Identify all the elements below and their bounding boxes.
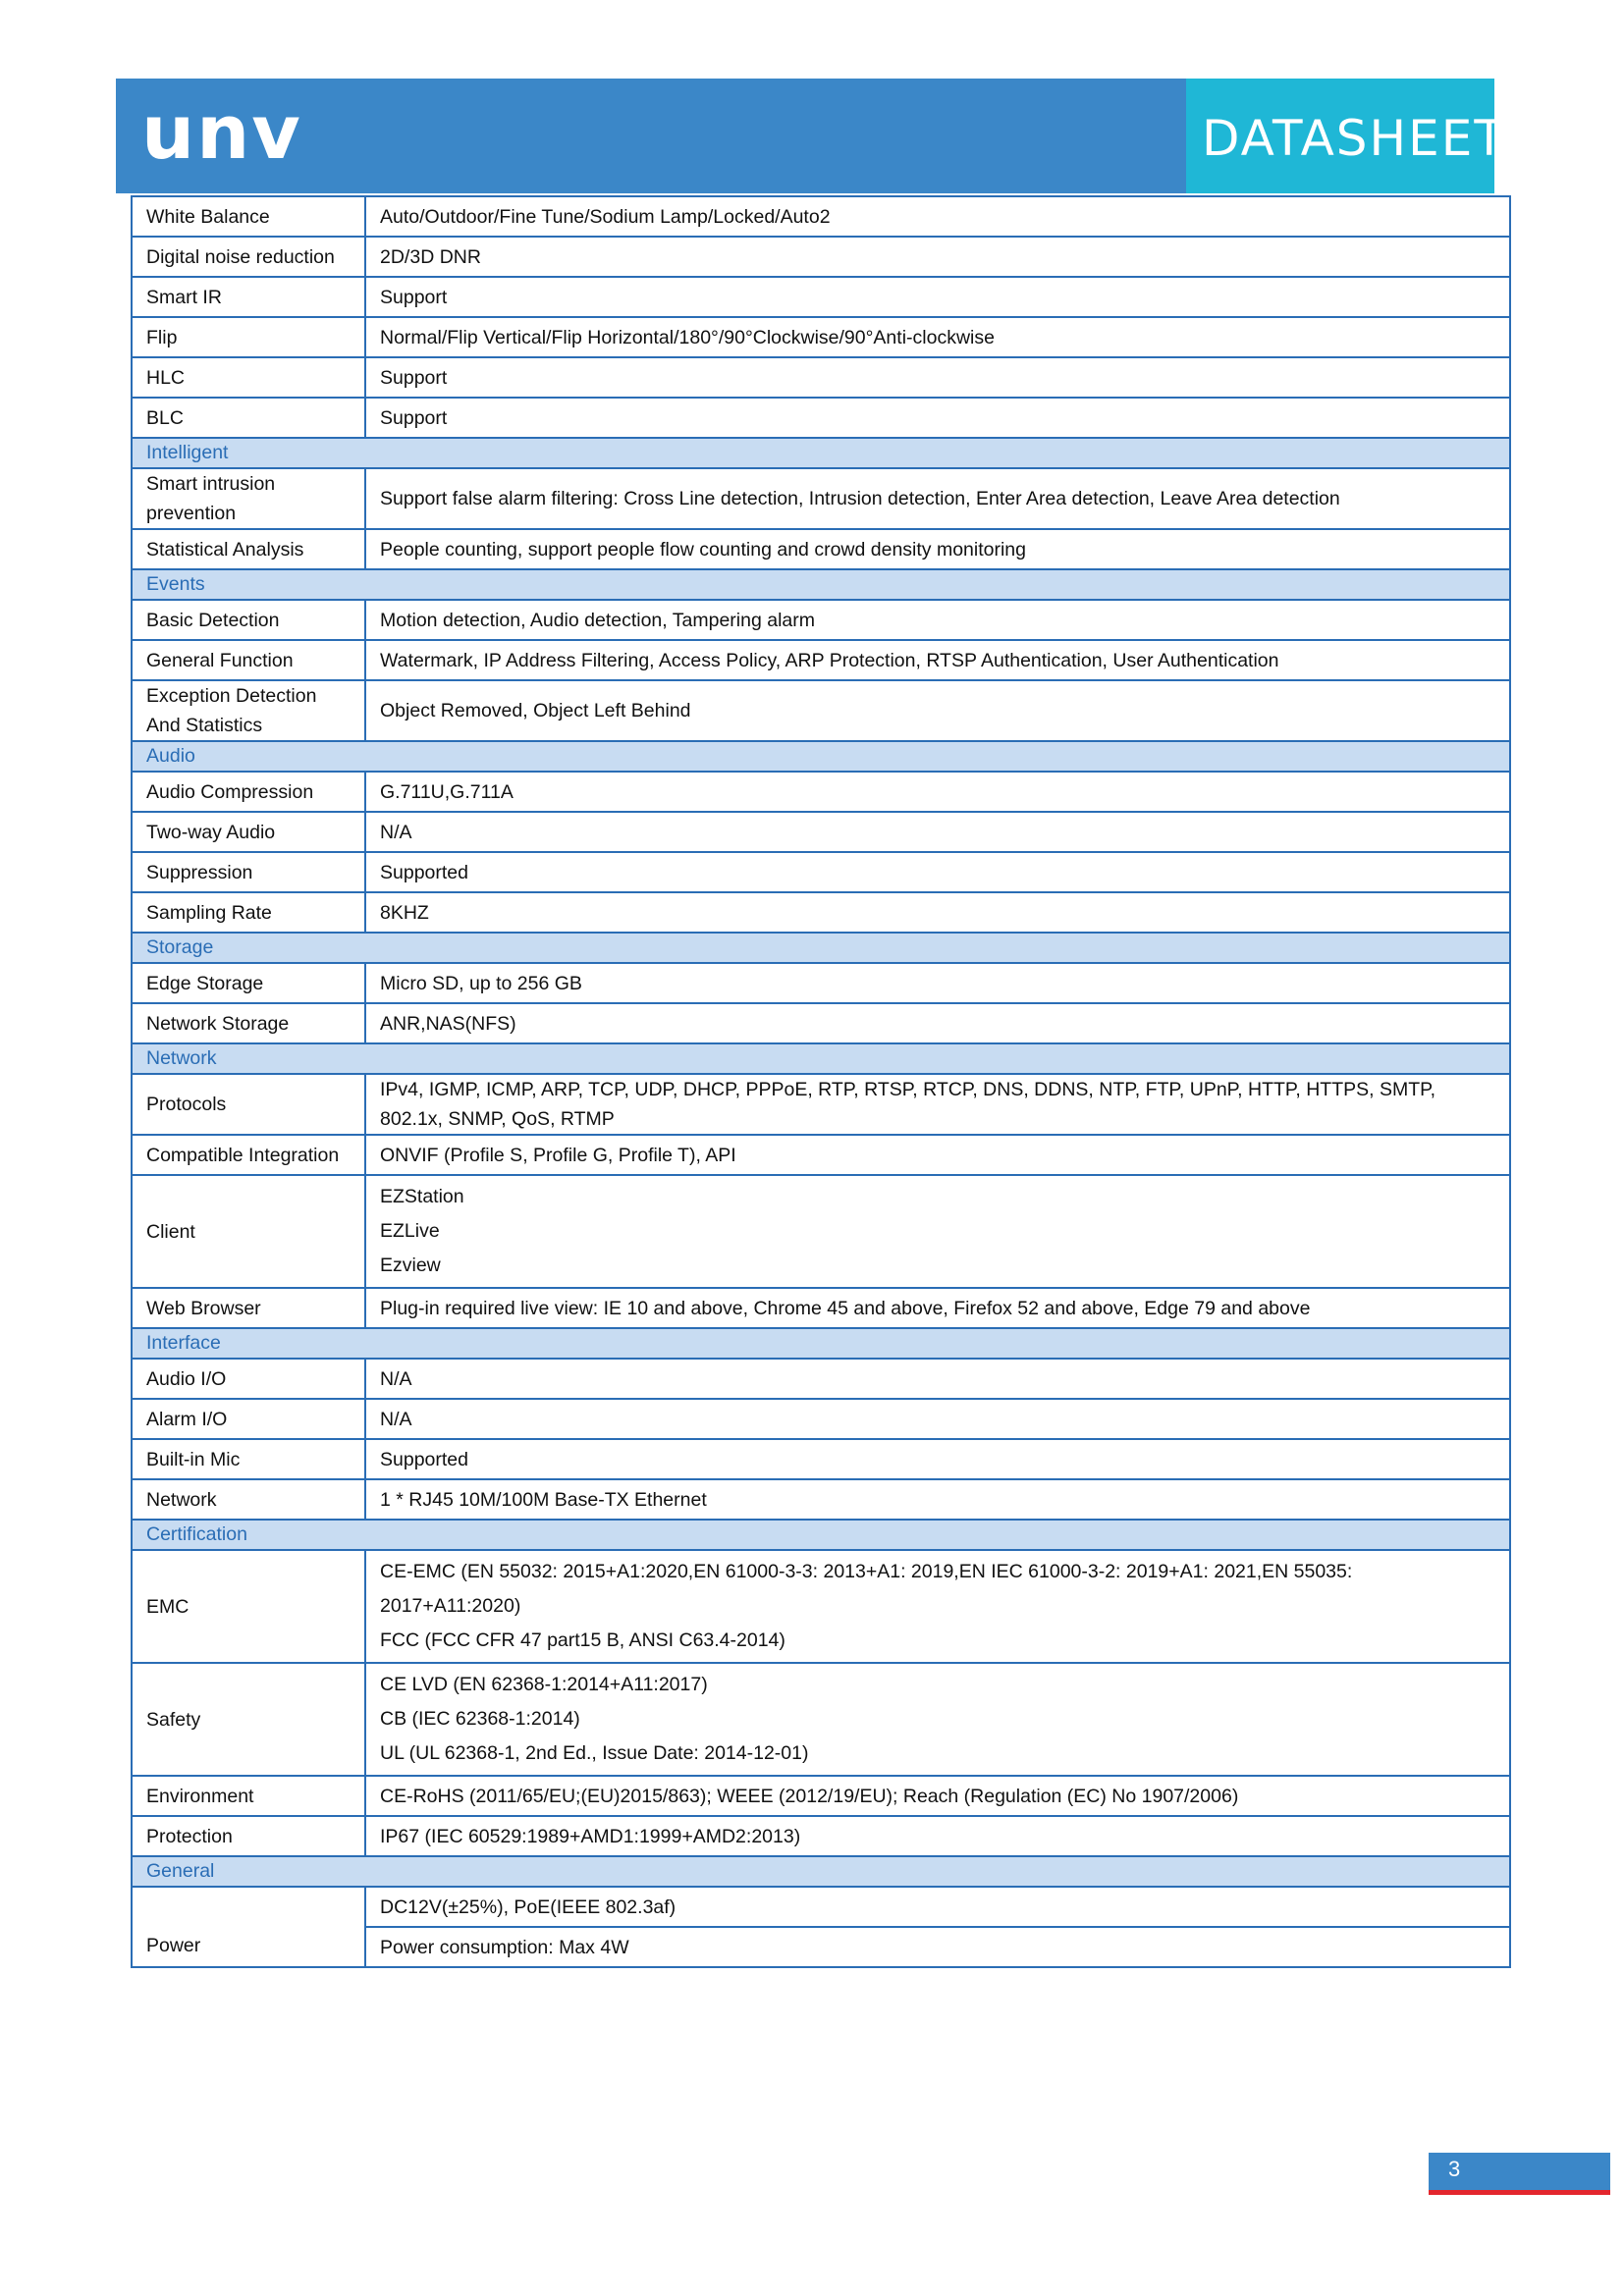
spec-label: Sampling Rate <box>132 892 365 933</box>
spec-value: Support <box>365 277 1510 317</box>
spec-value: Plug-in required live view: IE 10 and above, Chrome 45 and above, Firefox 52 and above, Edge 79 and above <box>365 1288 1510 1328</box>
spec-value: ONVIF (Profile S, Profile G, Profile T), API <box>365 1135 1510 1175</box>
table-row <box>132 1003 1510 1043</box>
spec-label: HLC <box>132 357 365 398</box>
spec-value-line: Ezview <box>380 1255 441 1276</box>
table-row <box>132 1399 1510 1439</box>
datasheet-title: DATASHEET <box>1202 110 1506 167</box>
spec-label: White Balance <box>132 196 365 237</box>
spec-label: Safety <box>132 1663 365 1776</box>
spec-value: G.711U,G.711A <box>365 772 1510 812</box>
section-title: General <box>132 1856 1510 1887</box>
spec-value: Supported <box>365 852 1510 892</box>
spec-label: Two-way Audio <box>132 812 365 852</box>
table-row <box>132 963 1510 1003</box>
spec-label: Audio I/O <box>132 1359 365 1399</box>
spec-label: Statistical Analysis <box>132 529 365 569</box>
table-row <box>132 892 1510 933</box>
spec-value: Auto/Outdoor/Fine Tune/Sodium Lamp/Locked/Auto2 <box>365 196 1510 237</box>
section-header <box>132 1856 1510 1887</box>
section-title: Events <box>132 569 1510 600</box>
table-row <box>132 398 1510 438</box>
table-row <box>132 196 1510 237</box>
spec-value: Object Removed, Object Left Behind <box>365 680 1510 741</box>
table-row <box>132 1550 1510 1663</box>
spec-value: N/A <box>365 1399 1510 1439</box>
table-row <box>132 317 1510 357</box>
spec-label: Alarm I/O <box>132 1399 365 1439</box>
spec-label: Flip <box>132 317 365 357</box>
spec-label: BLC <box>132 398 365 438</box>
spec-value-line: CB (IEC 62368-1:2014) <box>380 1708 580 1730</box>
page-number-underline <box>1429 2190 1610 2195</box>
section-header <box>132 741 1510 772</box>
spec-table <box>131 195 1511 1968</box>
spec-label: Environment <box>132 1776 365 1816</box>
table-row <box>132 640 1510 680</box>
spec-label: General Function <box>132 640 365 680</box>
spec-label: Client <box>132 1175 365 1288</box>
spec-value <box>365 1550 1510 1663</box>
spec-label: Smart intrusion prevention <box>132 468 365 529</box>
table-row <box>132 1776 1510 1816</box>
spec-value-line: FCC (FCC CFR 47 part15 B, ANSI C63.4-2014) <box>380 1629 785 1651</box>
spec-label: Protection <box>132 1816 365 1856</box>
section-title: Certification <box>132 1520 1510 1550</box>
spec-value: Normal/Flip Vertical/Flip Horizontal/180°/90°Clockwise/90°Anti-clockwise <box>365 317 1510 357</box>
table-row <box>132 277 1510 317</box>
spec-label: Built-in Mic <box>132 1439 365 1479</box>
spec-label: Network <box>132 1479 365 1520</box>
table-row <box>132 1288 1510 1328</box>
spec-value: 1 * RJ45 10M/100M Base-TX Ethernet <box>365 1479 1510 1520</box>
table-row <box>132 852 1510 892</box>
spec-label: Audio Compression <box>132 772 365 812</box>
page-number: 3 <box>1448 2157 1461 2181</box>
spec-value <box>365 1175 1510 1288</box>
section-header <box>132 933 1510 963</box>
table-row <box>132 1439 1510 1479</box>
table-row <box>132 529 1510 569</box>
section-header <box>132 569 1510 600</box>
spec-value: CE-RoHS (2011/65/EU;(EU)2015/863); WEEE (2012/19/EU); Reach (Regulation (EC) No 1907/2006) <box>365 1776 1510 1816</box>
section-header <box>132 1043 1510 1074</box>
table-row <box>132 772 1510 812</box>
spec-label: Digital noise reduction <box>132 237 365 277</box>
table-row <box>132 1479 1510 1520</box>
spec-label: Edge Storage <box>132 963 365 1003</box>
spec-label: Smart IR <box>132 277 365 317</box>
page-number-badge <box>1429 2153 1610 2190</box>
spec-value: Support <box>365 357 1510 398</box>
spec-value: IPv4, IGMP, ICMP, ARP, TCP, UDP, DHCP, PPPoE, RTP, RTSP, RTCP, DNS, DDNS, NTP, FTP, UPnP, HTTP, HTTPS, SMTP, 802.1x, SNMP, QoS, RTMP <box>365 1074 1510 1135</box>
table-row <box>132 468 1510 529</box>
table-row <box>132 1663 1510 1776</box>
spec-value-line: EZStation <box>380 1186 464 1207</box>
spec-value: N/A <box>365 812 1510 852</box>
spec-value-line: CE-EMC (EN 55032: 2015+A1:2020,EN 61000-3-3: 2013+A1: 2019,EN IEC 61000-3-2: 2019+A1: 2021,EN 55035: 2017+A11:2020) <box>380 1561 1353 1617</box>
spec-value: People counting, support people flow counting and crowd density monitoring <box>365 529 1510 569</box>
spec-value: Support <box>365 398 1510 438</box>
spec-value: N/A <box>365 1359 1510 1399</box>
section-header <box>132 1520 1510 1550</box>
table-row <box>132 600 1510 640</box>
table-row <box>132 1359 1510 1399</box>
spec-label: EMC <box>132 1550 365 1663</box>
spec-label: Protocols <box>132 1074 365 1135</box>
spec-value-line: CE LVD (EN 62368-1:2014+A11:2017) <box>380 1674 708 1695</box>
spec-value: 2D/3D DNR <box>365 237 1510 277</box>
section-title: Interface <box>132 1328 1510 1359</box>
table-row <box>132 812 1510 852</box>
spec-label: Network Storage <box>132 1003 365 1043</box>
section-title: Storage <box>132 933 1510 963</box>
spec-value: Micro SD, up to 256 GB <box>365 963 1510 1003</box>
spec-value-line: UL (UL 62368-1, 2nd Ed., Issue Date: 2014-12-01) <box>380 1742 809 1764</box>
table-row <box>132 1074 1510 1135</box>
section-header <box>132 438 1510 468</box>
spec-label: Suppression <box>132 852 365 892</box>
table-row <box>132 680 1510 741</box>
spec-value <box>365 1663 1510 1776</box>
spec-value: Power consumption: Max 4W <box>365 1927 1510 1967</box>
table-row <box>132 237 1510 277</box>
table-row <box>132 1887 1510 1927</box>
spec-value: Supported <box>365 1439 1510 1479</box>
spec-label: Web Browser <box>132 1288 365 1328</box>
section-title: Audio <box>132 741 1510 772</box>
spec-label: Basic Detection <box>132 600 365 640</box>
section-header <box>132 1328 1510 1359</box>
section-title: Network <box>132 1043 1510 1074</box>
table-row <box>132 1816 1510 1856</box>
spec-value: Motion detection, Audio detection, Tampering alarm <box>365 600 1510 640</box>
table-row <box>132 357 1510 398</box>
spec-value: Watermark, IP Address Filtering, Access Policy, ARP Protection, RTSP Authentication, User Authentication <box>365 640 1510 680</box>
spec-label: Exception Detection And Statistics <box>132 680 365 741</box>
unv-logo: unv <box>141 88 302 176</box>
spec-value: IP67 (IEC 60529:1989+AMD1:1999+AMD2:2013) <box>365 1816 1510 1856</box>
spec-label: Power <box>132 1887 365 1967</box>
spec-label: Compatible Integration <box>132 1135 365 1175</box>
spec-value: DC12V(±25%), PoE(IEEE 802.3af) <box>365 1887 1510 1927</box>
section-title: Intelligent <box>132 438 1510 468</box>
spec-value: ANR,NAS(NFS) <box>365 1003 1510 1043</box>
table-row <box>132 1175 1510 1288</box>
spec-value: 8KHZ <box>365 892 1510 933</box>
table-row <box>132 1135 1510 1175</box>
spec-value: Support false alarm filtering: Cross Line detection, Intrusion detection, Enter Area detection, Leave Area detection <box>365 468 1510 529</box>
spec-value-line: EZLive <box>380 1220 440 1242</box>
